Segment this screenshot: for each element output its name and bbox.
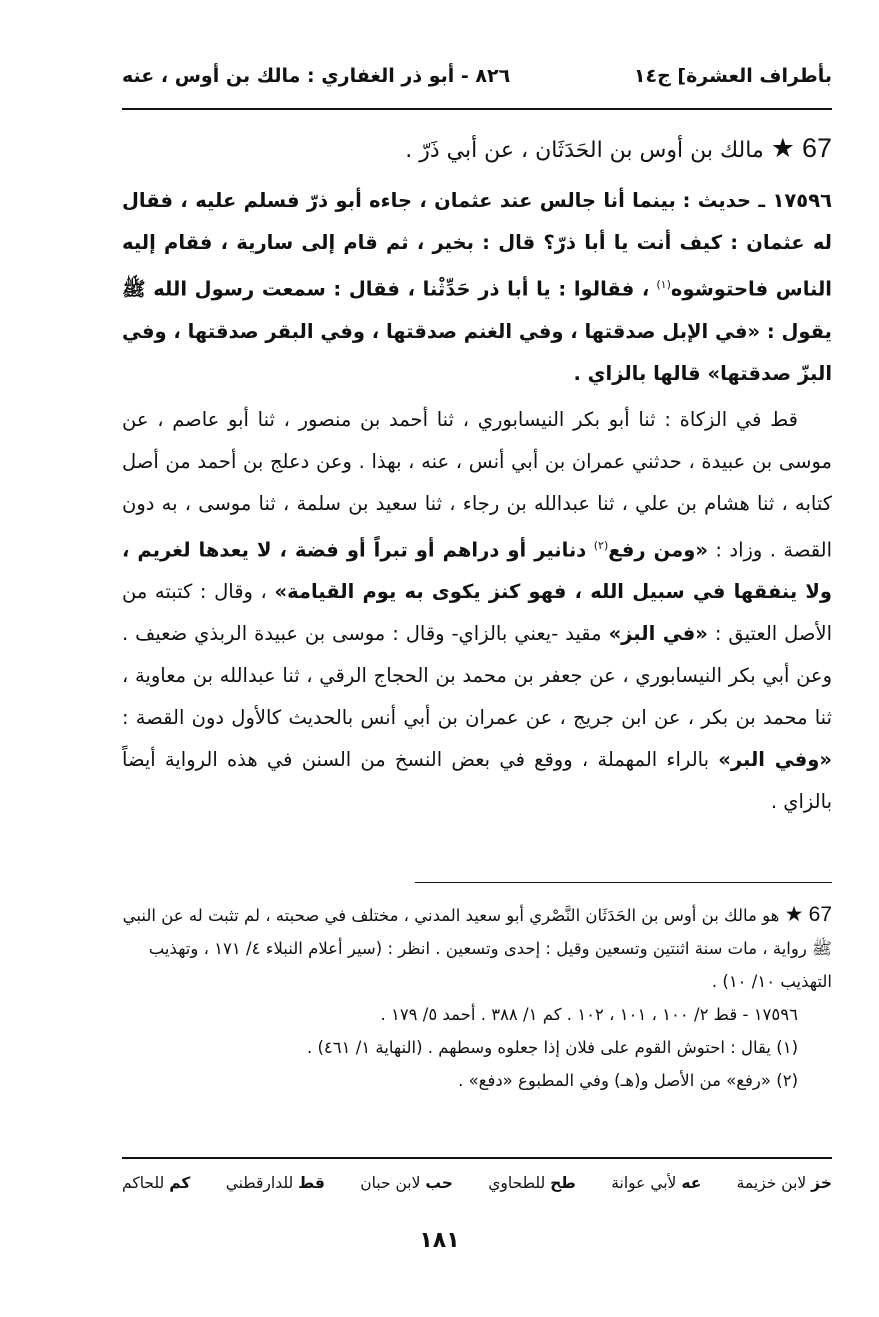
quote-2: «في البز» [608,622,708,645]
abbreviations-rule [122,1157,832,1159]
footnote-refs: ١٧٥٩٦ - قط ٢/ ١٠٠ ، ١٠١ ، ١٠٢ . كم ١/ ٣٨٨ . أحمد ٥/ ١٧٩ . [380,1005,798,1024]
hadith-text-a: بينما أنا جالس عند عثمان ، جاءه أبو ذرّ فسلم عليه ، فقال له عثمان : كيف أنت يا أبا ذرّ؟ قال : بخير ، ثم قام إلى سارية ، فقام إليه الناس فاحتوشوه [122,189,832,301]
commentary-text-c: مقيد -يعني بالزاي- وقال : موسى بن عبيدة الربذي ضعيف . وعن أبي بكر النيسابوري ، عن جعفر بن محمد بن الحجاج الرقي ، ثنا عبدالله بن معاوية ، ثنا محمد بن بكر ، عن ابن جريج ، عن عمران بن أبي أنس بالحديث كالأول دون القصة : [122,622,832,729]
quote-3: «وفي البر» [718,748,832,771]
abbrev-item: عه لأبي عوانة [611,1174,702,1192]
entry-heading [122,126,832,173]
abbreviations-key [122,1166,832,1200]
header-entry-title: ٨٢٦ - أبو ذر الغفاري : مالك بن أوس ، عنه [122,65,511,87]
entry-title-text: مالك بن أوس بن الحَدَثَان ، عن أبي ذَرّ . [405,138,764,163]
footnote-bio-number: 67 [808,903,832,926]
footnote-2: (٢) «رفع» من الأصل و(هـ) وفي المطبوع «دفع» . [458,1071,798,1090]
abbrev-item: كم للحاكم [122,1174,191,1192]
footnotes [122,898,832,1097]
page-number: ١٨١ [419,1228,460,1253]
hadith-number: ١٧٥٩٦ [772,189,832,212]
commentary-text-d: بالراء المهملة ، ووقع في بعض النسخ من السنن في هذه الرواية أيضاً بالزاي . [122,748,832,813]
entry-number: 67 [801,133,832,163]
footnote-bio-text: هو مالك بن أوس بن الحَدَثَان النَّصْري أبو سعيد المدني ، مختلف في صحبته ، لم تثبت له عن النبي ﷺ رواية ، مات سنة اثنتين وتسعين وقيل : إحدى وتسعين . انظر : (سير أعلام النبلاء ٤/ ١٧١ ، وتهذيب التهذيب ١٠/ ١٠) . [122,906,832,991]
hadith-paragraph: ١٧٥٩٦ ـ حديث : بينما أنا جالس عند عثمان ، جاءه أبو ذرّ فسلم عليه ، فقال له عثمان : كيف أنت يا أبا ذرّ؟ قال : بخير ، ثم قام إلى سارية ، فقام إليه الناس فاحتوشوه$^{(١)}$ ، فقالوا : يا أبا ذر حَدِّثْنا ، فقال : سمعت رسول الله ﷺ يقول : «في الإبل صدقتها ، وفي الغنم صدقتها ، وفي البقر صدقتها ، وفي البزّ صدقتها» قالها بالزاي . [122,189,832,385]
quote-1b: دنانير أو دراهم أو تبراً أو فضة ، لا يعدها لغريم ، ولا ينفقها في سبيل الله ، فهو كنز يكوى به يوم القيامة» [122,538,832,603]
commentary-paragraph [122,399,832,824]
footnote-rule [415,882,832,883]
hadith-label: حديث : [682,189,752,212]
main-text [122,180,832,823]
quote-1a: «ومن رفع [608,538,708,561]
commentary-text-a: قط في الزكاة : ثنا أبو بكر النيسابوري ، ثنا أحمد بن منصور ، ثنا أبو عاصم ، عن موسى بن عبيدة ، حدثني عمران بن أبي أنس ، عنه ، بهذا . وعن دعلج بن أحمد من أصل كتابه ، ثنا هشام بن علي ، ثنا عبدالله بن رجاء ، ثنا سعيد بن سلمة ، ثنا موسى ، به دون القصة . وزاد : [122,407,833,561]
running-header [122,56,832,96]
abbrev-item: خز لابن خزيمة [736,1174,832,1192]
footnote-bio [122,898,832,998]
header-book-volume: بأطراف العشرة] ج١٤ [633,65,832,87]
footnote-ref-2: (٢) [593,538,609,552]
commentary-text-b: ، وقال : كتبته من الأصل العتيق : [122,580,832,645]
star-icon: ★ [784,903,804,926]
star-icon: ★ [770,133,795,163]
footnote-1: (١) يقال : احتوش القوم على فلان إذا جعلوه وسطهم . (النهاية ١/ ٤٦١) . [306,1038,798,1057]
header-rule [122,108,832,110]
abbrev-item: حب لابن حبان [360,1174,453,1192]
footnote-ref-1: (١) [656,278,671,291]
hadith-text-b: ، فقالوا : يا أبا ذر حَدِّثْنا ، فقال : سمعت رسول الله ﷺ يقول : «في الإبل صدقتها ، وفي الغنم صدقتها ، وفي البقر صدقتها ، وفي البزّ صدقتها» قالها بالزاي . [122,277,832,385]
abbrev-item: طح للطحاوي [488,1174,576,1192]
abbrev-item: قط للدارقطني [225,1174,325,1192]
